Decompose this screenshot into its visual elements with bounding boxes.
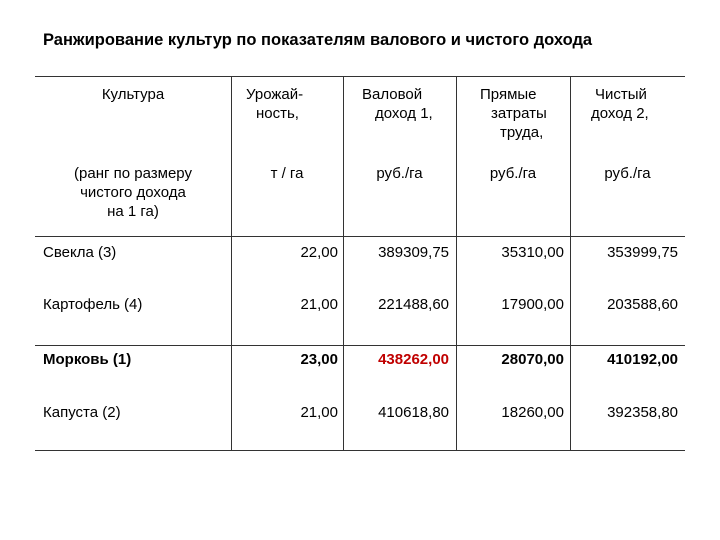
table-top-rule bbox=[35, 76, 685, 77]
net-cell: 353999,75 bbox=[607, 244, 678, 261]
crop-cell: Морковь (1) bbox=[43, 351, 132, 368]
header-crop: Культура bbox=[101, 86, 165, 103]
net-cell: 392358,80 bbox=[607, 404, 678, 421]
header-gross-line1: Валовой bbox=[362, 86, 423, 103]
yield-cell: 23,00 bbox=[300, 351, 338, 368]
header-yield-line2: ность, bbox=[256, 105, 299, 122]
header-unit-direct: руб./га bbox=[489, 165, 537, 182]
header-unit-gross: руб./га bbox=[376, 165, 423, 182]
header-unit-yield: т / га bbox=[270, 165, 304, 182]
header-unit-net: руб./га bbox=[604, 165, 651, 182]
column-divider bbox=[456, 76, 457, 450]
crop-cell: Картофель (4) bbox=[43, 296, 143, 313]
header-direct-line1: Прямые bbox=[480, 86, 537, 103]
column-divider bbox=[570, 76, 571, 450]
column-divider bbox=[231, 76, 232, 450]
page-title: Ранжирование культур по показателям валового и чистого дохода bbox=[43, 31, 593, 49]
header-direct-line3: труда, bbox=[500, 124, 544, 141]
crop-cell: Капуста (2) bbox=[43, 404, 121, 421]
gross-cell: 389309,75 bbox=[378, 244, 449, 261]
yield-cell: 22,00 bbox=[300, 244, 338, 261]
header-direct-line2: затраты bbox=[491, 105, 547, 122]
direct-cell: 35310,00 bbox=[501, 244, 564, 261]
gross-cell: 410618,80 bbox=[378, 404, 449, 421]
header-gross-line2: доход 1, bbox=[375, 105, 433, 122]
header-yield-line1: Урожай- bbox=[246, 86, 304, 103]
direct-cell: 17900,00 bbox=[501, 296, 564, 313]
crop-cell: Свекла (3) bbox=[43, 244, 117, 261]
header-bottom-rule bbox=[35, 236, 685, 237]
yield-cell: 21,00 bbox=[300, 404, 338, 421]
group-divider-rule bbox=[35, 345, 685, 346]
header-rank-line3: на 1 га) bbox=[107, 203, 159, 220]
header-net-line2: доход 2, bbox=[591, 105, 649, 122]
header-rank-line2: чистого дохода bbox=[80, 184, 186, 201]
column-divider bbox=[343, 76, 344, 450]
direct-cell: 18260,00 bbox=[501, 404, 564, 421]
gross-cell-highlighted: 438262,00 bbox=[378, 351, 449, 368]
table-bottom-rule bbox=[35, 450, 685, 451]
header-net-line1: Чистый bbox=[595, 86, 647, 103]
direct-cell: 28070,00 bbox=[501, 351, 564, 368]
yield-cell: 21,00 bbox=[300, 296, 338, 313]
gross-cell: 221488,60 bbox=[378, 296, 449, 313]
header-rank-line1: (ранг по размеру bbox=[74, 165, 192, 182]
net-cell: 410192,00 bbox=[607, 351, 678, 368]
net-cell: 203588,60 bbox=[607, 296, 678, 313]
